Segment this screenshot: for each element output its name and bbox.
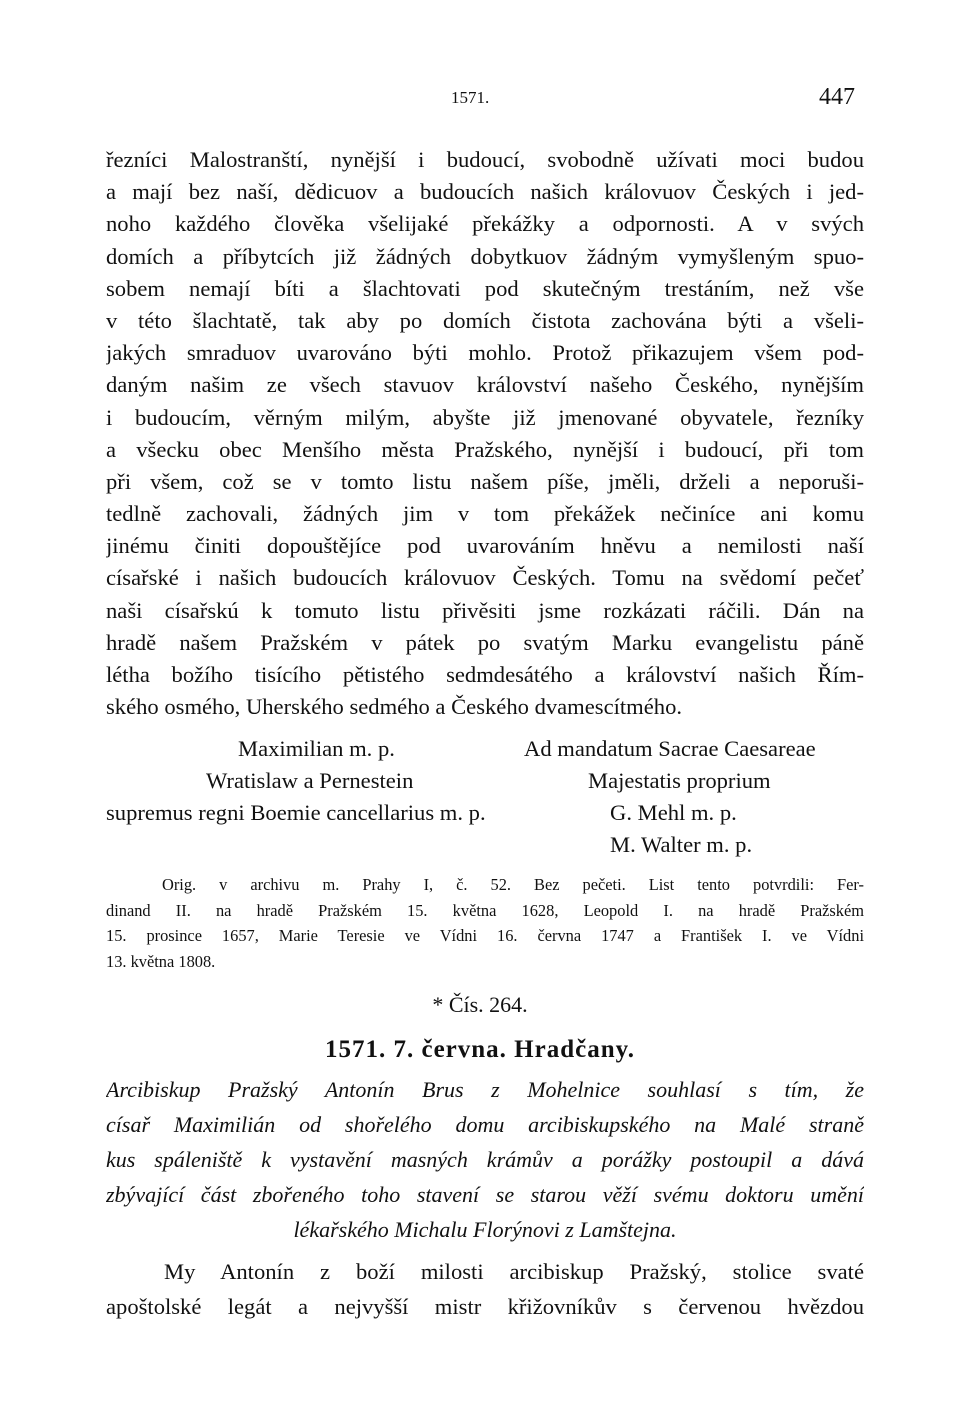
body-line: tedlně zachovali, žádných jim v tom překážek nečiníce ani komu bbox=[106, 501, 864, 527]
regest-line: lékařského Michalu Florýnovi z Lamštejna. bbox=[293, 1217, 677, 1242]
signature-right: M. Walter m. p. bbox=[610, 832, 753, 857]
document-title: 1571. 7. června. Hradčany. bbox=[324, 1036, 635, 1063]
body-line: a mají bez naší, dědicuov a budoucích našich královuov Českých i jed- bbox=[106, 179, 864, 205]
regest-line: císař Maximilián od shořelého domu arcibiskupského na Malé straně bbox=[106, 1112, 864, 1137]
body-line: létha božího tisícího pětistého sedmdesátého a království našich Řím- bbox=[106, 662, 864, 687]
body-line: jinému činiti dopouštějíce pod uvarováním hněvu a nemilosti naší bbox=[106, 533, 864, 559]
body-line: v této šlachtatě, tak aby po domích čistota zachována býti a všeli- bbox=[106, 307, 864, 333]
body-line: naši císařskú k tomuto listu přivěsiti jsme rozkázati ráčili. Dán na bbox=[106, 597, 864, 623]
archival-note bbox=[106, 872, 864, 974]
body-line: hradě našem Pražském v pátek po svatým Marku evangelistu páně bbox=[106, 629, 864, 655]
signature-left: Maximilian m. p. bbox=[238, 736, 395, 761]
signature-left: Wratislaw a Pernestein bbox=[206, 768, 414, 793]
body-line: daným našim ze všech stavuov království našeho Českého, nynějším bbox=[106, 372, 864, 398]
regest-line: kus spáleniště k vystavění masných krámův a porážky postoupil a dává bbox=[106, 1147, 864, 1172]
page-number: 447 bbox=[819, 84, 855, 110]
note-line: 15. prosince 1657, Marie Teresie ve Vídni 16. června 1747 a František I. ve Vídni bbox=[106, 926, 864, 946]
body-line: při všem, což se v tomto listu našem píše, jměli, drželi a neporuši- bbox=[106, 468, 864, 494]
body-line: a všecku obec Menšího města Pražského, nynější i budoucí, při tom bbox=[106, 436, 864, 462]
signature-right: Ad mandatum Sacrae Caesareae bbox=[524, 736, 816, 761]
document-number: * Čís. 264. bbox=[432, 992, 528, 1017]
note-line: dinand II. na hradě Pražském 15. května 1628, Leopold I. na hradě Pražském bbox=[106, 900, 864, 920]
body-line: sobem nemají bíti a šlachtovati pod skutečným trestáním, než vše bbox=[106, 275, 864, 301]
opening-line: apoštolské legát a nejvyšší mistr křižovníkův s červenou hvězdou bbox=[106, 1294, 864, 1319]
signature-left: supremus regni Boemie cancellarius m. p. bbox=[106, 800, 486, 825]
regest-line: zbývající část zbořeného toho stavení se starou věží svému doktoru umění bbox=[106, 1182, 864, 1207]
opening-line: My Antonín z boží milosti arcibiskup Pražský, stolice svaté bbox=[164, 1259, 864, 1284]
note-line: 13. května 1808. bbox=[106, 951, 216, 971]
body-line: ského osmého, Uherského sedmého a Českého dvamescítmého. bbox=[106, 694, 683, 720]
regest-line: Arcibiskup Pražský Antonín Brus z Mohelnice souhlasí s tím, že bbox=[106, 1077, 864, 1102]
header-year: 1571. bbox=[451, 88, 490, 107]
body-line: řezníci Malostranští, nynější i budoucí, svobodně užívati moci budou bbox=[106, 147, 864, 172]
note-line: Orig. v archivu m. Prahy I, č. 52. Bez pečeti. List tento potvrdili: Fer- bbox=[162, 875, 864, 894]
body-line: jakých smraduov uvarováno býti mohlo. Protož přikazujem všem pod- bbox=[106, 340, 864, 366]
regest-summary bbox=[106, 1072, 864, 1247]
signature-right: Majestatis proprium bbox=[588, 768, 771, 793]
signature-right: G. Mehl m. p. bbox=[610, 800, 737, 825]
charter-body bbox=[106, 144, 864, 723]
body-line: noho každého člověka všelijaké překážky a odpornosti. A v svých bbox=[106, 211, 864, 237]
page-header bbox=[0, 84, 960, 118]
charter-opening bbox=[106, 1254, 864, 1324]
body-line: domích a příbytcích již žádných dobytkuov žádným vymyšleným spuo- bbox=[106, 243, 864, 269]
body-line: i budoucím, věrným milým, abyšte již jmenované obyvatele, řezníky bbox=[106, 404, 864, 430]
body-line: císařské i našich budoucích královuov Českých. Tomu na svědomí pečeť bbox=[106, 565, 864, 591]
